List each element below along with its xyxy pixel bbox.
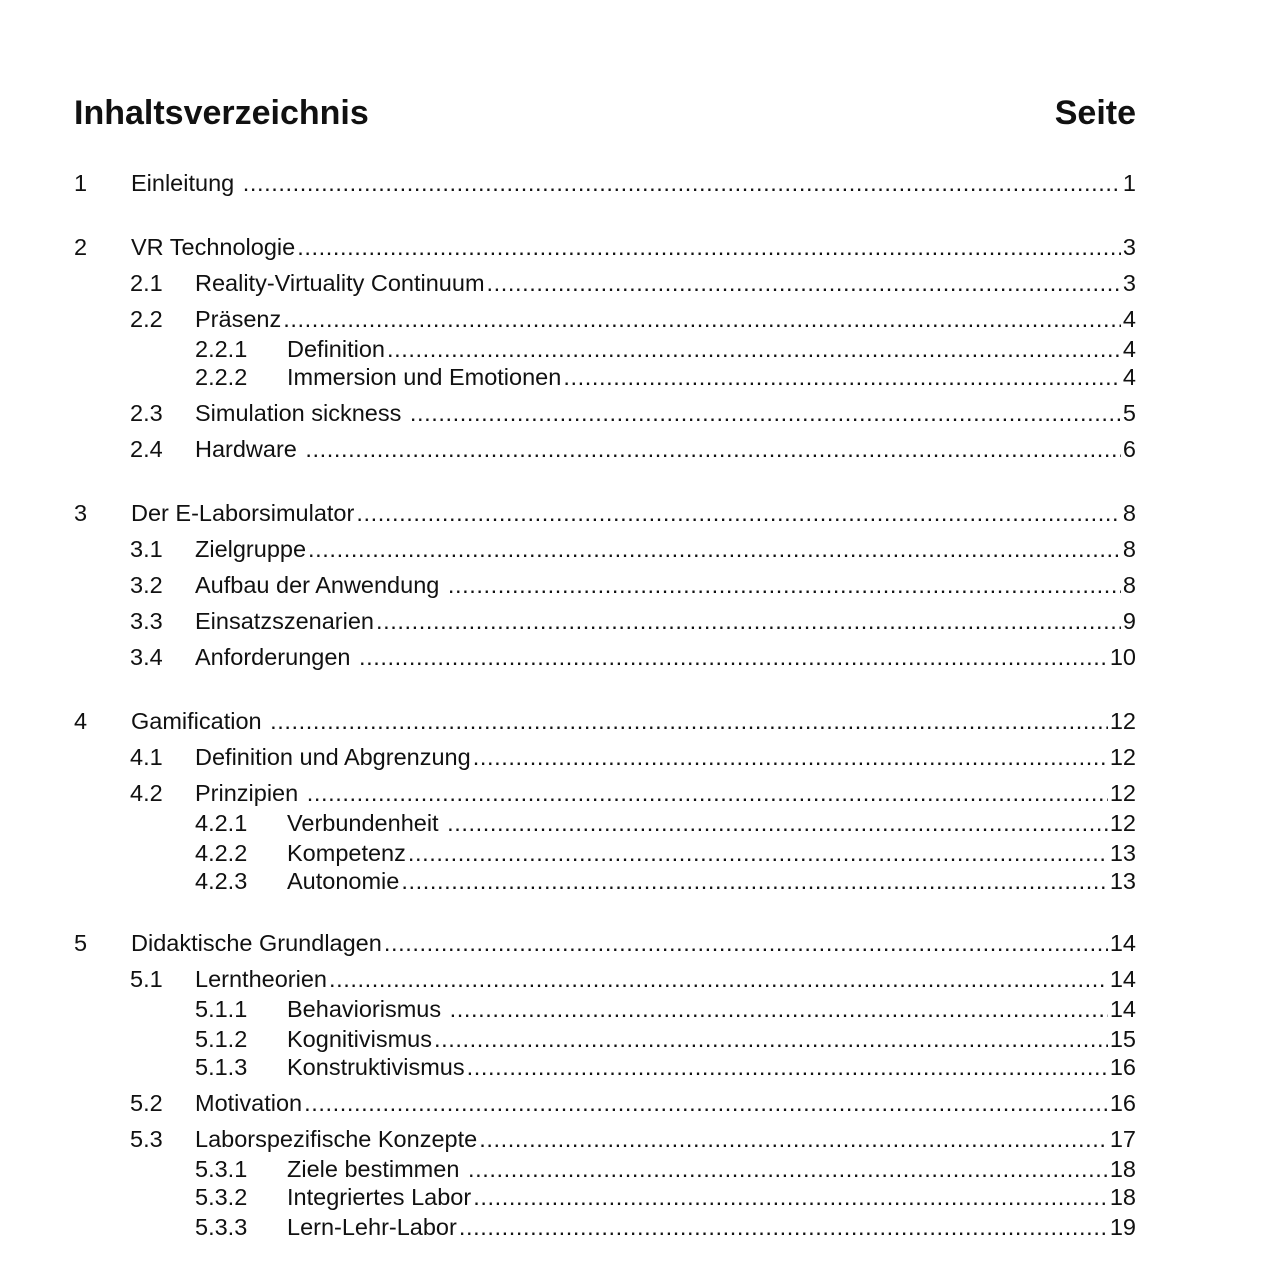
- toc-entry-number: 2: [74, 234, 88, 260]
- toc-entry-number: 5.1.2: [195, 1026, 248, 1052]
- toc-entry-number: 4.2.3: [195, 868, 248, 894]
- toc-entry-number: 1: [74, 170, 88, 196]
- toc-entry-title: Didaktische Grundlagen: [131, 930, 382, 956]
- toc-title: Inhaltsverzeichnis: [74, 94, 369, 132]
- toc-entry-page: 4: [1122, 306, 1136, 332]
- toc-entry-number: 2.2.2: [195, 364, 248, 390]
- toc-entry-page: 17: [1109, 1126, 1136, 1152]
- toc-entry-page: 12: [1109, 780, 1136, 806]
- toc-entry-page: 1: [1122, 170, 1136, 196]
- toc-dot-leader: [376, 607, 1121, 635]
- toc-dot-leader: [468, 1155, 1108, 1183]
- toc-entry-number: 5.3.3: [195, 1214, 248, 1240]
- toc-entry-page: 8: [1122, 536, 1136, 562]
- toc-entry-title: Integriertes Labor: [287, 1184, 472, 1210]
- toc-entry-number: 5: [74, 930, 88, 956]
- toc-entry[interactable]: [130, 535, 1136, 563]
- toc-entry-page: 18: [1109, 1156, 1136, 1182]
- toc-entry[interactable]: [74, 499, 1136, 527]
- toc-entry[interactable]: [195, 867, 1136, 895]
- toc-entry-page: 14: [1109, 930, 1136, 956]
- toc-entry-number: 4.1: [130, 744, 163, 770]
- toc-dot-leader: [410, 399, 1121, 427]
- toc-entry-number: 5.3.2: [195, 1184, 248, 1210]
- toc-entry-title: Der E-Laborsimulator: [131, 500, 355, 526]
- toc-dot-leader: [243, 169, 1121, 197]
- toc-dot-leader: [304, 1089, 1108, 1117]
- toc-entry-number: 5.2: [130, 1090, 163, 1116]
- toc-dot-leader: [450, 995, 1108, 1023]
- toc-entry-title: Konstruktivismus: [287, 1054, 465, 1080]
- toc-entry-page: 16: [1109, 1054, 1136, 1080]
- toc-entry[interactable]: [74, 169, 1136, 197]
- toc-entry-title: Reality-Virtuality Continuum: [195, 270, 485, 296]
- toc-dot-leader: [408, 839, 1108, 867]
- toc-dot-leader: [401, 867, 1108, 895]
- toc-entry-title: Verbundenheit: [287, 810, 446, 836]
- toc-entry[interactable]: [195, 363, 1136, 391]
- toc-entry-title: VR Technologie: [131, 234, 296, 260]
- toc-entry-title: Gamification: [131, 708, 269, 734]
- toc-entry[interactable]: [130, 743, 1136, 771]
- toc-entry-page: 10: [1109, 644, 1136, 670]
- toc-dot-leader: [270, 707, 1108, 735]
- toc-dot-leader: [473, 743, 1108, 771]
- toc-entry-page: 12: [1109, 744, 1136, 770]
- toc-dot-leader: [473, 1183, 1108, 1211]
- toc-entry-number: 4.2.1: [195, 810, 248, 836]
- toc-dot-leader: [434, 1025, 1108, 1053]
- toc-entry[interactable]: [195, 1213, 1136, 1241]
- toc-entry-page: 3: [1122, 234, 1136, 260]
- toc-entry[interactable]: [195, 1183, 1136, 1211]
- toc-entry-page: 3: [1122, 270, 1136, 296]
- toc-entry-title: Kompetenz: [287, 840, 406, 866]
- toc-dot-leader: [479, 1125, 1108, 1153]
- toc-entry[interactable]: [74, 929, 1136, 957]
- toc-entry-title: Laborspezifische Konzepte: [195, 1126, 478, 1152]
- toc-entry-page: 14: [1109, 996, 1136, 1022]
- toc-entry-title: Definition: [287, 336, 385, 362]
- toc-entry-number: 2.4: [130, 436, 163, 462]
- toc-entry-page: 14: [1109, 966, 1136, 992]
- toc-entry[interactable]: [130, 643, 1136, 671]
- toc-entry-page: 6: [1122, 436, 1136, 462]
- toc-dot-leader: [448, 571, 1121, 599]
- toc-entry-page: 19: [1109, 1214, 1136, 1240]
- toc-dot-leader: [387, 335, 1121, 363]
- toc-entry[interactable]: [130, 399, 1136, 427]
- toc-dot-leader: [356, 499, 1121, 527]
- toc-entry[interactable]: [195, 335, 1136, 363]
- toc-entry-title: Definition und Abgrenzung: [195, 744, 471, 770]
- toc-dot-leader: [447, 809, 1108, 837]
- toc-entry-number: 3.3: [130, 608, 163, 634]
- toc-entry-title: Lerntheorien: [195, 966, 327, 992]
- toc-page-column-label: Seite: [1054, 94, 1136, 132]
- toc-dot-leader: [305, 435, 1121, 463]
- toc-entry-title: Motivation: [195, 1090, 303, 1116]
- toc-entry[interactable]: [74, 233, 1136, 261]
- toc-entry-number: 2.1: [130, 270, 163, 296]
- toc-entry-title: Anforderungen: [195, 644, 358, 670]
- toc-entry-number: 5.1.1: [195, 996, 248, 1022]
- toc-entry-number: 3: [74, 500, 88, 526]
- toc-entry-number: 5.3: [130, 1126, 163, 1152]
- toc-entry-number: 2.2: [130, 306, 163, 332]
- toc-entry-number: 4.2.2: [195, 840, 248, 866]
- toc-entry-title: Hardware: [195, 436, 304, 462]
- toc-entry-title: Simulation sickness: [195, 400, 408, 426]
- toc-entry-title: Immersion und Emotionen: [287, 364, 562, 390]
- toc-entry[interactable]: [195, 1053, 1136, 1081]
- toc-entry[interactable]: [195, 839, 1136, 867]
- toc-entry[interactable]: [130, 305, 1136, 333]
- toc-entry-number: 5.1.3: [195, 1054, 248, 1080]
- toc-entry-number: 4: [74, 708, 88, 734]
- toc-entry-number: 3.1: [130, 536, 163, 562]
- toc-dot-leader: [487, 269, 1121, 297]
- toc-entry[interactable]: [195, 1155, 1136, 1183]
- toc-entry-page: 8: [1122, 500, 1136, 526]
- toc-entry-page: 5: [1122, 400, 1136, 426]
- toc-entry-page: 12: [1109, 810, 1136, 836]
- toc-entry[interactable]: [74, 707, 1136, 735]
- toc-entry[interactable]: [130, 779, 1136, 807]
- toc-dot-leader: [297, 233, 1121, 261]
- toc-dot-leader: [329, 965, 1108, 993]
- toc-entry[interactable]: [130, 965, 1136, 993]
- toc-dot-leader: [359, 643, 1108, 671]
- toc-entry-page: 18: [1109, 1184, 1136, 1210]
- toc-dot-leader: [283, 305, 1121, 333]
- toc-entry-page: 12: [1109, 708, 1136, 734]
- toc-entry-page: 13: [1109, 868, 1136, 894]
- toc-entry[interactable]: [130, 269, 1136, 297]
- toc-entry[interactable]: [130, 435, 1136, 463]
- toc-dot-leader: [467, 1053, 1108, 1081]
- toc-dot-leader: [307, 779, 1108, 807]
- toc-entry[interactable]: [195, 995, 1136, 1023]
- toc-entry-number: 5.3.1: [195, 1156, 248, 1182]
- toc-entry[interactable]: [130, 1089, 1136, 1117]
- toc-dot-leader: [459, 1213, 1108, 1241]
- toc-entry-title: Autonomie: [287, 868, 400, 894]
- toc-entry-page: 4: [1122, 364, 1136, 390]
- toc-entry-title: Behaviorismus: [287, 996, 448, 1022]
- toc-entry[interactable]: [195, 809, 1136, 837]
- toc-entry-page: 13: [1109, 840, 1136, 866]
- toc-entry-page: 8: [1122, 572, 1136, 598]
- toc-entry[interactable]: [195, 1025, 1136, 1053]
- toc-entry-title: Zielgruppe: [195, 536, 307, 562]
- toc-entry-page: 15: [1109, 1026, 1136, 1052]
- toc-entry-title: Aufbau der Anwendung: [195, 572, 446, 598]
- toc-entry-title: Einleitung: [131, 170, 241, 196]
- toc-entry-page: 16: [1109, 1090, 1136, 1116]
- toc-entry[interactable]: [130, 1125, 1136, 1153]
- toc-entry-number: 5.1: [130, 966, 163, 992]
- toc-dot-leader: [563, 363, 1121, 391]
- toc-entry-title: Ziele bestimmen: [287, 1156, 466, 1182]
- toc-entry-number: 2.3: [130, 400, 163, 426]
- toc-dot-leader: [308, 535, 1121, 563]
- toc-entry-title: Lern-Lehr-Labor: [287, 1214, 457, 1240]
- toc-entry-number: 2.2.1: [195, 336, 248, 362]
- toc-entry-page: 4: [1122, 336, 1136, 362]
- toc-entry-number: 3.4: [130, 644, 163, 670]
- toc-entry-title: Prinzipien: [195, 780, 305, 806]
- toc-entry-page: 9: [1122, 608, 1136, 634]
- toc-entry[interactable]: [130, 607, 1136, 635]
- toc-entry-number: 3.2: [130, 572, 163, 598]
- toc-entry-title: Einsatzszenarien: [195, 608, 374, 634]
- toc-entry-number: 4.2: [130, 780, 163, 806]
- toc-dot-leader: [384, 929, 1108, 957]
- toc-entry-title: Präsenz: [195, 306, 282, 332]
- toc-entry[interactable]: [130, 571, 1136, 599]
- toc-entry-title: Kognitivismus: [287, 1026, 432, 1052]
